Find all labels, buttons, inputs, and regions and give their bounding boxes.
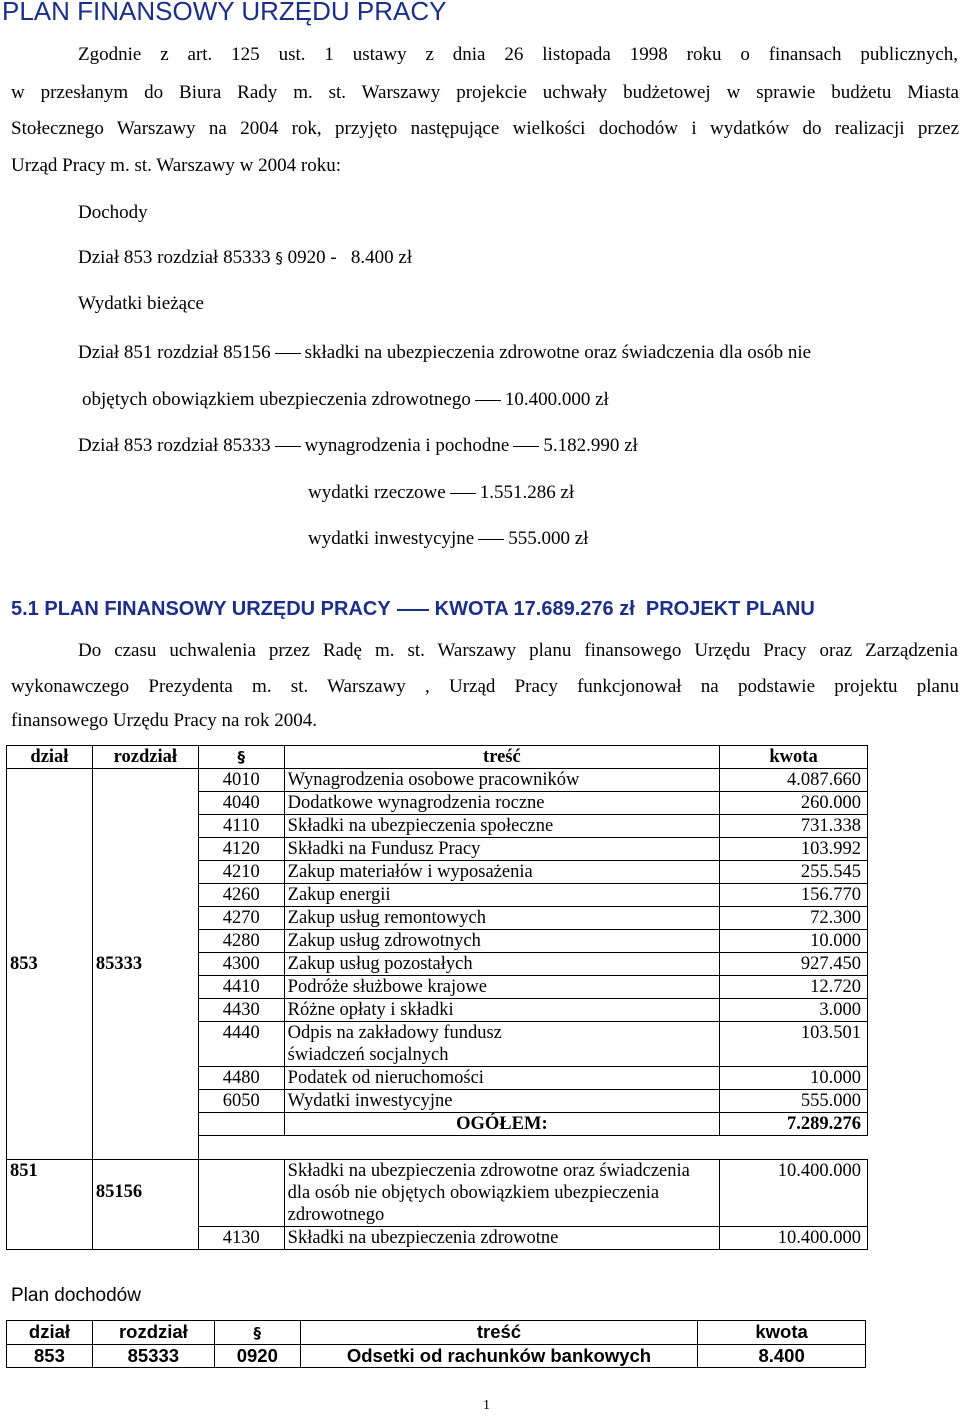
dash-separator bbox=[478, 539, 504, 540]
row-kwota: 555.000 bbox=[720, 1090, 868, 1113]
income-line-code: 0920 - bbox=[287, 247, 337, 268]
expenses-line-3-desc: wynagrodzenia i pochodne bbox=[304, 435, 510, 456]
row-par: 6050 bbox=[198, 1090, 284, 1113]
expenses-line-2-desc: objętych obowiązkiem ubezpieczenia zdrowotnego bbox=[82, 389, 471, 410]
section-paragraph-3: finansowego Urzędu Pracy na rok 2004. bbox=[11, 710, 318, 731]
budget-table bbox=[6, 745, 868, 1250]
row-par: 4040 bbox=[198, 792, 284, 815]
group1-dzial: 853 bbox=[7, 769, 93, 1160]
row-kwota: 927.450 bbox=[720, 953, 868, 976]
section-heading bbox=[11, 598, 815, 621]
intro-line-4: Urząd Pracy m. st. Warszawy w 2004 roku: bbox=[11, 155, 342, 176]
expenses-heading: Wydatki bieżące bbox=[78, 293, 204, 314]
row-par: 0920 bbox=[214, 1345, 300, 1368]
row-kwota: 4.087.660 bbox=[720, 769, 868, 792]
intro-line-1: Zgodnie z art. 125 ust. 1 ustawy z dnia 26 listopada 1998 roku o finansach publicznych, bbox=[78, 44, 958, 65]
total-empty-cell bbox=[198, 1113, 284, 1136]
row-tresc: Zakup energii bbox=[284, 884, 719, 907]
total-label: OGÓŁEM: bbox=[284, 1113, 719, 1136]
expenses-line-2 bbox=[82, 389, 609, 411]
section-paragraph-2: wykonawczego Prezydenta m. st. Warszawy , Urząd Pracy funkcjonował na podstawie projektu planu bbox=[11, 676, 959, 697]
section-heading-title: 5.1 PLAN FINANSOWY URZĘDU PRACY bbox=[11, 598, 391, 620]
intro-line-2: w przesłanym do Biura Rady m. st. Warszawy projekcie uchwały budżetowej w sprawie budżetu Miasta bbox=[11, 82, 959, 103]
row-tresc: Składki na ubezpieczenia społeczne bbox=[284, 815, 719, 838]
total-value: 7.289.276 bbox=[720, 1113, 868, 1136]
row-kwota: 731.338 bbox=[720, 815, 868, 838]
expenses-line-3 bbox=[78, 435, 638, 457]
row-tresc: Wydatki inwestycyjne bbox=[284, 1090, 719, 1113]
spacer-cell bbox=[198, 1136, 867, 1159]
group2-summary-par bbox=[198, 1159, 284, 1226]
section-heading-status: PROJEKT PLANU bbox=[645, 598, 815, 620]
group2-dzial: 851 bbox=[7, 1159, 93, 1249]
header-dzial: dział bbox=[7, 746, 93, 769]
row-tresc: Zakup usług zdrowotnych bbox=[284, 930, 719, 953]
header-kwota: kwota bbox=[698, 1321, 866, 1345]
row-kwota: 255.545 bbox=[720, 861, 868, 884]
income-line-amount: 8.400 zł bbox=[350, 247, 413, 268]
row-par: 4130 bbox=[198, 1226, 284, 1249]
row-kwota: 10.000 bbox=[720, 930, 868, 953]
row-tresc: Dodatkowe wynagrodzenia roczne bbox=[284, 792, 719, 815]
table-row bbox=[7, 769, 868, 792]
group2-rozdzial: 85156 bbox=[92, 1159, 198, 1249]
row-kwota: 72.300 bbox=[720, 907, 868, 930]
header-dzial: dział bbox=[7, 1321, 93, 1345]
budget-table-header bbox=[7, 746, 868, 769]
row-dzial: 853 bbox=[7, 1345, 93, 1368]
row-par: 4260 bbox=[198, 884, 284, 907]
section-heading-amount: KWOTA 17.689.276 zł bbox=[434, 598, 635, 620]
dash-separator bbox=[275, 446, 301, 447]
row-kwota: 156.770 bbox=[720, 884, 868, 907]
income-plan-header bbox=[7, 1321, 866, 1345]
row-par: 4430 bbox=[198, 999, 284, 1022]
row-kwota: 103.501 bbox=[720, 1022, 868, 1067]
header-kwota: kwota bbox=[720, 746, 868, 769]
row-par: 4270 bbox=[198, 907, 284, 930]
dash-separator bbox=[397, 609, 429, 611]
row-tresc: Składki na ubezpieczenia zdrowotne bbox=[284, 1226, 719, 1249]
row-tresc: Odpis na zakładowy fundusz świadczeń socjalnych bbox=[284, 1022, 719, 1067]
page-title: PLAN FINANSOWY URZĘDU PRACY bbox=[2, 0, 447, 26]
expenses-line-1-desc: składki na ubezpieczenia zdrowotne oraz świadczenia dla osób nie bbox=[304, 342, 812, 363]
header-paragraph bbox=[214, 1321, 300, 1345]
expenses-line-1 bbox=[78, 342, 811, 364]
plan-dochodow-heading: Plan dochodów bbox=[11, 1285, 141, 1306]
page-number: 1 bbox=[483, 1398, 490, 1413]
expenses-line-3-label: Dział 853 rozdział 85333 bbox=[78, 435, 271, 456]
table-row bbox=[7, 1345, 866, 1368]
header-tresc: treść bbox=[300, 1321, 697, 1345]
income-line bbox=[78, 247, 412, 269]
expenses-line-4-amount: 1.551.286 zł bbox=[479, 482, 575, 503]
row-kwota: 10.400.000 bbox=[720, 1226, 868, 1249]
row-tresc: Wynagrodzenia osobowe pracowników bbox=[284, 769, 719, 792]
expenses-line-5 bbox=[308, 528, 588, 550]
income-line-prefix: Dział 853 rozdział 85333 bbox=[78, 247, 271, 268]
row-rozdzial: 85333 bbox=[92, 1345, 214, 1368]
paragraph-sign-icon: § bbox=[253, 1324, 262, 1342]
row-par: 4210 bbox=[198, 861, 284, 884]
row-par: 4010 bbox=[198, 769, 284, 792]
dash-separator bbox=[475, 400, 501, 401]
header-paragraph bbox=[198, 746, 284, 769]
dash-separator bbox=[450, 493, 476, 494]
row-tresc: Zakup materiałów i wyposażenia bbox=[284, 861, 719, 884]
expenses-line-3-amount: 5.182.990 zł bbox=[543, 435, 638, 456]
dash-separator bbox=[275, 353, 301, 354]
row-kwota: 8.400 bbox=[698, 1345, 866, 1368]
row-par: 4300 bbox=[198, 953, 284, 976]
row-kwota: 12.720 bbox=[720, 976, 868, 999]
section-paragraph-1: Do czasu uchwalenia przez Radę m. st. Warszawy planu finansowego Urzędu Pracy oraz Zarządzenia bbox=[78, 640, 958, 661]
income-plan-table bbox=[6, 1320, 866, 1368]
row-kwota: 10.000 bbox=[720, 1067, 868, 1090]
group2-summary-kwota: 10.400.000 bbox=[720, 1159, 868, 1226]
income-heading: Dochody bbox=[78, 202, 148, 223]
expenses-line-1-label: Dział 851 rozdział 85156 bbox=[78, 342, 271, 363]
expenses-line-2-amount: 10.400.000 zł bbox=[504, 389, 609, 410]
row-par: 4410 bbox=[198, 976, 284, 999]
header-tresc: treść bbox=[284, 746, 719, 769]
table-row bbox=[7, 1159, 868, 1226]
row-tresc: Różne opłaty i składki bbox=[284, 999, 719, 1022]
expenses-line-4 bbox=[308, 482, 574, 504]
expenses-line-5-amount: 555.000 zł bbox=[508, 528, 589, 549]
paragraph-sign-icon: § bbox=[275, 249, 283, 267]
row-tresc: Zakup usług remontowych bbox=[284, 907, 719, 930]
group1-rozdzial: 85333 bbox=[92, 769, 198, 1160]
row-kwota: 260.000 bbox=[720, 792, 868, 815]
row-tresc: Składki na Fundusz Pracy bbox=[284, 838, 719, 861]
header-rozdzial: rozdział bbox=[92, 1321, 214, 1345]
row-tresc: Zakup usług pozostałych bbox=[284, 953, 719, 976]
row-par: 4440 bbox=[198, 1022, 284, 1067]
header-rozdzial: rozdział bbox=[92, 746, 198, 769]
expenses-line-5-desc: wydatki inwestycyjne bbox=[308, 528, 475, 549]
dash-separator bbox=[513, 446, 539, 447]
expenses-line-4-desc: wydatki rzeczowe bbox=[308, 482, 446, 503]
paragraph-sign-icon: § bbox=[237, 748, 245, 766]
row-kwota: 103.992 bbox=[720, 838, 868, 861]
row-par: 4110 bbox=[198, 815, 284, 838]
row-tresc: Podróże służbowe krajowe bbox=[284, 976, 719, 999]
intro-line-3: Stołecznego Warszawy na 2004 rok, przyjęto następujące wielkości dochodów i wydatków do realizacji przez bbox=[11, 118, 959, 139]
row-par: 4280 bbox=[198, 930, 284, 953]
row-kwota: 3.000 bbox=[720, 999, 868, 1022]
row-tresc: Podatek od nieruchomości bbox=[284, 1067, 719, 1090]
row-par: 4480 bbox=[198, 1067, 284, 1090]
row-par: 4120 bbox=[198, 838, 284, 861]
row-tresc: Odsetki od rachunków bankowych bbox=[300, 1345, 697, 1368]
group2-summary-tresc: Składki na ubezpieczenia zdrowotne oraz świadczenia dla osób nie objętych obowiązkiem ubezpieczenia zdrowotnego bbox=[284, 1159, 719, 1226]
